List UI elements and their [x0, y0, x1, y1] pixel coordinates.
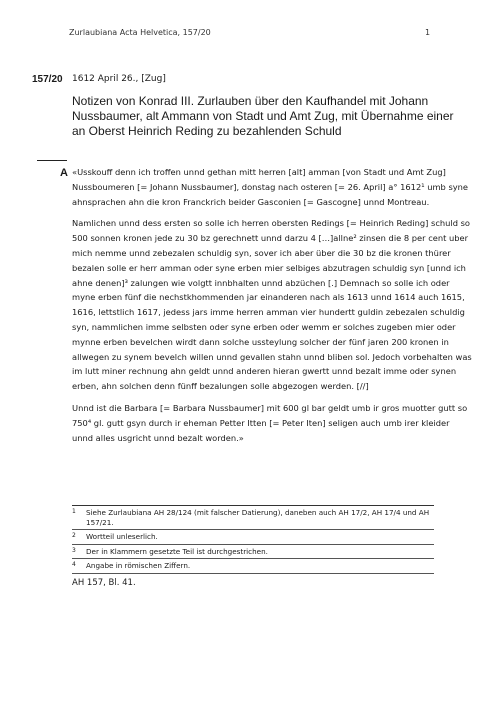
footnote	[72, 530, 434, 545]
footnote-number: 1	[72, 508, 76, 515]
footnote-text: Wortteil unleserlich.	[86, 532, 158, 541]
footnote-text: Angabe in römischen Ziffern.	[86, 561, 191, 570]
text-version-marker: A	[60, 167, 68, 179]
paragraph: Unnd ist die Barbara [= Barbara Nussbaumer] mit 600 gl bar geldt umb ir gros muotter gutt so 750⁴ gl. gutt gsyn durch ir eheman Petter Itten [= Peter Iten] seligen auch umb irer kleider unnd alles usgricht unnd bezalt worden.»	[72, 402, 468, 443]
transcription-body	[72, 165, 472, 452]
footnotes-section	[72, 505, 434, 588]
document-date: 1612 April 26., [Zug]	[72, 74, 166, 84]
document-title: Notizen von Konrad III. Zurlauben über den Kaufhandel mit Johann Nussbaumer, alt Ammann von Stadt und Amt Zug, mit Übernahme einer an Oberst Heinrich Reding zu bezahlenden Schuld	[72, 94, 454, 138]
footnote	[72, 506, 434, 530]
section-divider	[37, 160, 67, 161]
page-number: 1	[425, 28, 431, 37]
footnote-number: 3	[72, 546, 76, 554]
footnote-number: 4	[72, 561, 76, 568]
paragraph: «Usskouff denn ich troffen unnd gethan mitt herren [alt] amman [von Stadt und Amt Zug] Nussboumeren [= Johann Nussbaumer], donstag nach osteren [= 26. April] a° 1612¹ umb syne ahnsprachen ahn die kron Franckrich beider Gasconien [= Gascogne] unnd Montreau.	[72, 167, 469, 207]
footnote-text: Der in Klammern gesetzte Teil ist durchgestrichen.	[86, 546, 268, 556]
footnote	[72, 545, 434, 560]
paragraph: Namlichen unnd dess ersten so solle ich herren obersten Redings [= Heinrich Reding] schuld so 500 sonnen kronen jede zu 30 bz gerechnett unnd darzu 4 […]allne² zinsen die 8 per cent uber mich nemme unnd zebezalen schuldig syn, sover ich aber über die 30 bz die kronen thürer bezalen solle er herr amman oder syne erben mier selbiges abzutragen schuldig syn [unnd ich ahne denen]³ zalungen wie volgtt innbhalten unnd abzüchen [.] Demnach so solle ich oder myne erben fünf die nechstkhommenden jar einanderen nach als 1613 unnd 1614 auch 1615, 1616, lettstlich 1617, jedess jars imme herren amman vier hundertt guldin zebezalen schuldig syn, nammlichen imme selbsten oder syne erben oder wemm er solches zugeben mier oder mynne erben bevelchen wirdt dann solche ussteylung solcher der fünf jaren 200 kronen in allwegen zu synem bevelch willen unnd gevallen stahn unnd bliben sol. Jedoch vorbehalten was im lutt miner rechnung ahn geldt unnd anderen hieran gwertt unnd bezalt imme oder synen erben, ahn solchen denn fünff bezalungen solle abgezogen werden. [//]	[72, 218, 472, 392]
archive-reference: AH 157, Bl. 41.	[72, 577, 136, 588]
footnote-number: 2	[72, 532, 76, 539]
footnote	[72, 559, 434, 574]
running-header: Zurlaubiana Acta Helvetica, 157/20	[69, 28, 211, 37]
footnote-text: Siehe Zurlaubiana AH 28/124 (mit falscher Datierung), daneben auch AH 17/2, AH 17/4 und AH 157/21.	[86, 508, 430, 527]
document-number: 157/20	[32, 74, 63, 85]
